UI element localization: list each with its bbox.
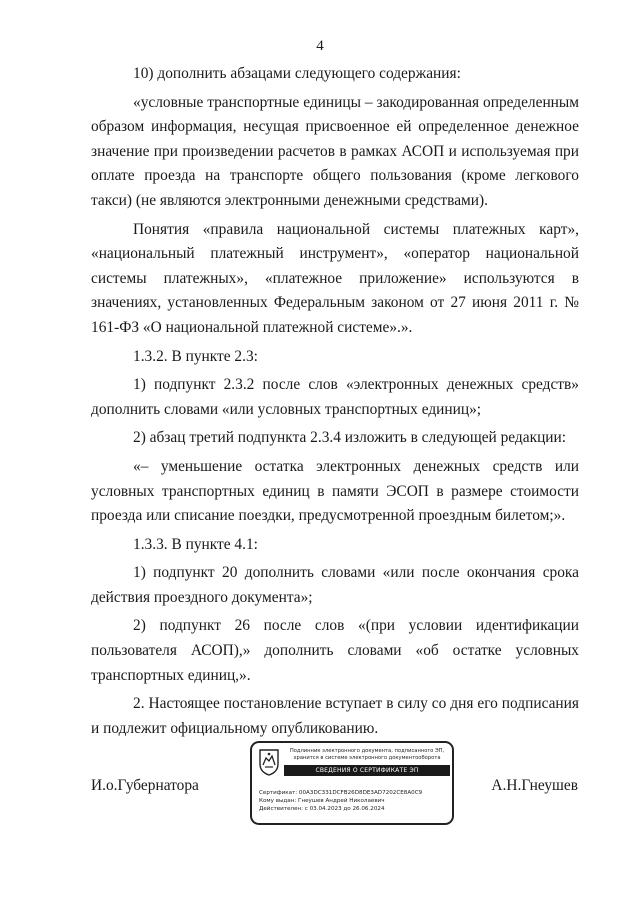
certificate-details [259,789,451,813]
electronic-signature-stamp [250,741,454,825]
paragraph-4: 1.3.2. В пункте 2.3: [133,347,258,365]
page-number: 4 [316,38,324,54]
paragraph-10: 2) подпункт 26 после слов «(при условии идентификации пользователя АСОП),» дополнить словами «об остатке условных транспортных единиц,». [91,617,579,684]
stamp-note: Подлинник электронного документа, подписанного ЭП, хранится в системе электронного документооборота [289,748,445,761]
paragraph-5: 1) подпункт 2.3.2 после слов «электронных денежных средств» дополнить словами «или условных транспортных единиц»; [91,376,579,418]
coat-of-arms-icon [258,748,280,776]
body-text [91,62,579,741]
certificate-validity: Действителен: с 03.04.2023 до 26.06.2024 [259,806,385,812]
paragraph-8: 1.3.3. В пункте 4.1: [133,535,258,553]
paragraph-2: «условные транспортные единицы – закодированная определенным образом информация, несущая присвоенное ей определенное денежное значение при произведении расчетов в рамках АСОП и используемая при оплате проезда на транспорте общего пользования (кроме легкового такси) (не являются электронными денежными средствами). [91,93,579,209]
signatory-name: А.Н.Гнеушев [491,777,578,794]
certificate-owner: Кому выдан: Гнеушев Андрей Николаевич [259,798,385,804]
paragraph-7: «– уменьшение остатка электронных денежных средств или условных транспортных единиц в памяти ЭСОП в размере стоимости проезда или списание поездки, предусмотренной проездным билетом;». [91,457,579,525]
paragraph-1: 10) дополнить абзацами следующего содержания: [133,65,461,82]
paragraph-6: 2) абзац третий подпункта 2.3.4 изложить в следующей редакции: [133,429,567,447]
stamp-header: СВЕДЕНИЯ О СЕРТИФИКАТЕ ЭП [284,765,450,776]
paragraph-3: Понятия «правила национальной системы платежных карт», «национальный платежный инструмент», «оператор национальной системы платежных», «платежное приложение» используются в значениях, установленных Федеральным законом от 27 июня 2011 г. № 161-ФЗ «О национальной платежной системе».». [91,220,579,336]
signatory-title: И.о.Губернатора [91,777,199,794]
paragraph-11: 2. Настоящее постановление вступает в силу со дня его подписания и подлежит официальному опубликованию. [91,695,579,737]
certificate-serial: Сертификат: 00A3DC331DCFB26D8DE3AD7202CE8A0C9 [259,790,423,796]
paragraph-9: 1) подпункт 20 дополнить словами «или после окончания срока действия проездного документа»; [91,564,579,606]
